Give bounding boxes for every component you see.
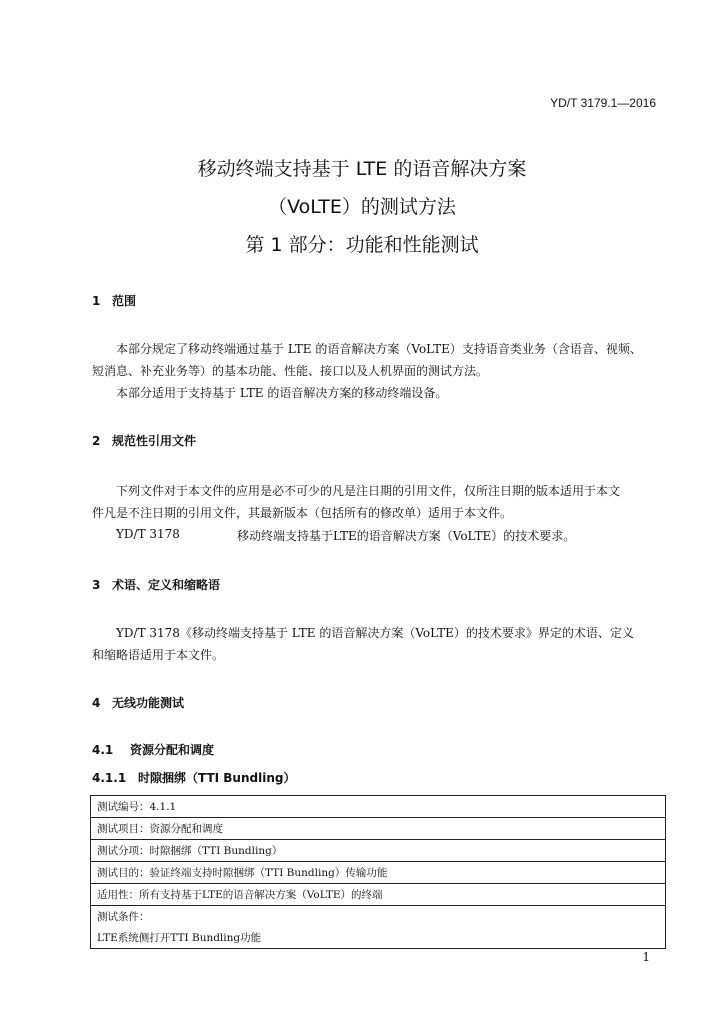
table-cell: LTE系统侧打开TTI Bundling功能 bbox=[91, 927, 666, 949]
table-row bbox=[91, 818, 666, 840]
section-title: 术语、定义和缩略语 bbox=[112, 578, 221, 592]
table-row bbox=[91, 884, 666, 906]
doc-title-line-3: 第 1 部分：功能和性能测试 bbox=[245, 234, 479, 256]
table-cell: 测试目的：验证终端支持时隙捆绑（TTI Bundling）传输功能 bbox=[91, 862, 666, 884]
section-1-paragraph-1b: 短消息、补充业务等）的基本功能、性能、接口以及人机界面的测试方法。 bbox=[92, 364, 489, 378]
section-1-heading bbox=[92, 292, 136, 309]
table-row bbox=[91, 906, 666, 928]
reference-title: 移动终端支持基于LTE的语音解决方案（VoLTE）的技术要求。 bbox=[237, 529, 576, 543]
table-row bbox=[91, 862, 666, 884]
section-4-heading bbox=[92, 694, 184, 711]
table-cell: 测试编号：4.1.1 bbox=[91, 796, 666, 818]
section-title: 规范性引用文件 bbox=[112, 434, 197, 448]
section-1-paragraph-1a: 本部分规定了移动终端通过基于 LTE 的语音解决方案（VoLTE）支持语音类业务（含语音、视频、 bbox=[116, 342, 642, 356]
section-number: 3 bbox=[92, 578, 101, 592]
table-cell: 测试条件： bbox=[91, 906, 666, 928]
subsection-4-1-heading bbox=[92, 741, 214, 758]
subsection-4-1-1-heading bbox=[92, 769, 295, 786]
test-case-table bbox=[90, 795, 666, 949]
section-number: 2 bbox=[92, 434, 101, 448]
table-cell: 适用性：所有支持基于LTE的语音解决方案（VoLTE）的终端 bbox=[91, 884, 666, 906]
doc-title-line-2: （VoLTE）的测试方法 bbox=[268, 196, 456, 218]
table-cell: 测试分项：时隙捆绑（TTI Bundling） bbox=[91, 840, 666, 862]
section-title: 范围 bbox=[112, 294, 137, 308]
table-row bbox=[91, 796, 666, 818]
doc-title-line-1: 移动终端支持基于 LTE 的语音解决方案 bbox=[197, 158, 527, 180]
subsection-title: 资源分配和调度 bbox=[130, 743, 215, 757]
section-2-paragraph-1b: 件凡是不注日期的引用文件，其最新版本（包括所有的修改单）适用于本文件。 bbox=[92, 506, 513, 520]
section-3-paragraph-1b: 和缩略语适用于本文件。 bbox=[92, 648, 225, 662]
section-2-paragraph-1a: 下列文件对于本文件的应用是必不可少的凡是注日期的引用文件，仅所注日期的版本适用于本文 bbox=[116, 484, 621, 498]
table-cell: 测试项目：资源分配和调度 bbox=[91, 818, 666, 840]
section-number: 4 bbox=[92, 696, 101, 710]
page-number: 1 bbox=[642, 950, 650, 964]
subsection-number: 4.1.1 bbox=[92, 771, 127, 785]
subsection-number: 4.1 bbox=[92, 743, 114, 757]
reference-code: YD/T 3178 bbox=[116, 527, 180, 541]
section-title: 无线功能测试 bbox=[112, 696, 185, 710]
table-row bbox=[91, 840, 666, 862]
subsection-title: 时隙捆绑（TTI Bundling） bbox=[138, 771, 296, 785]
section-1-paragraph-2: 本部分适用于支持基于 LTE 的语音解决方案的移动终端设备。 bbox=[116, 386, 448, 400]
table-row bbox=[91, 927, 666, 949]
section-number: 1 bbox=[92, 294, 101, 308]
section-3-paragraph-1a: YD/T 3178《移动终端支持基于 LTE 的语音解决方案（VoLTE）的技术要求》界定的术语、定义 bbox=[116, 626, 634, 640]
section-3-heading bbox=[92, 576, 220, 593]
standard-number: YD/T 3179.1—2016 bbox=[550, 96, 656, 110]
section-2-heading bbox=[92, 432, 196, 449]
